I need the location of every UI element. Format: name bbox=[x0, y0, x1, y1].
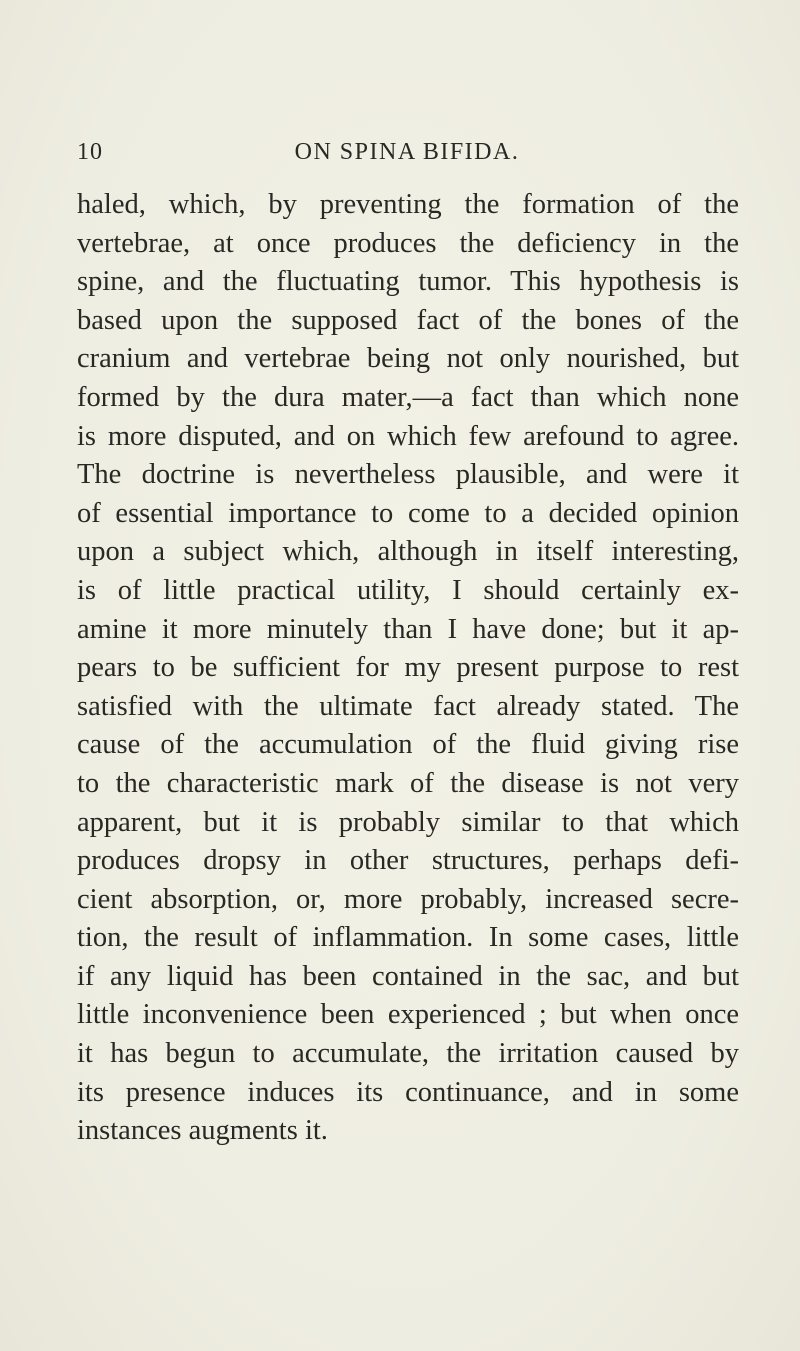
text-line: spine, and the fluctuating tumor. This hypothesis is bbox=[77, 266, 739, 298]
text-line: is more disputed, and on which few arefound to agree. bbox=[77, 420, 739, 452]
text-line: little inconvenience been experienced ; but when once bbox=[77, 999, 739, 1031]
text-line: haled, which, by preventing the formation of the bbox=[77, 189, 739, 220]
text-line: its presence induces its continuance, and in some bbox=[77, 1076, 739, 1108]
text-line: if any liquid has been contained in the sac, and but bbox=[77, 960, 739, 992]
text-line: pears to be sufficient for my present purpose to rest bbox=[77, 652, 739, 684]
text-line: of essential importance to come to a decided opinion bbox=[77, 497, 739, 529]
text-line: apparent, but it is probably similar to that which bbox=[77, 806, 739, 838]
text-line: based upon the supposed fact of the bones of the bbox=[77, 304, 739, 336]
text-line: produces dropsy in other structures, perhaps defi- bbox=[77, 845, 739, 877]
running-header bbox=[77, 139, 737, 173]
text-line: is of little practical utility, I should certainly ex- bbox=[77, 574, 739, 606]
text-line: satisfied with the ultimate fact already stated. The bbox=[77, 690, 739, 722]
text-line: it has begun to accumulate, the irritation caused by bbox=[77, 1038, 739, 1070]
text-line: vertebrae, at once produces the deficiency in the bbox=[77, 227, 739, 259]
text-line: cient absorption, or, more probably, increased secre- bbox=[77, 883, 739, 915]
text-line: upon a subject which, although in itself interesting, bbox=[77, 536, 739, 568]
text-line: The doctrine is nevertheless plausible, and were it bbox=[77, 459, 739, 491]
text-line: to the characteristic mark of the disease is not very bbox=[77, 767, 739, 799]
page-number: 10 bbox=[77, 139, 103, 165]
body-paragraph bbox=[77, 186, 739, 1151]
text-line: cause of the accumulation of the fluid giving rise bbox=[77, 729, 739, 761]
text-line: amine it more minutely than I have done; but it ap- bbox=[77, 613, 739, 645]
text-line: cranium and vertebrae being not only nourished, but bbox=[77, 343, 739, 375]
text-line: instances augments it. bbox=[77, 1115, 328, 1147]
running-title: ON SPINA BIFIDA. bbox=[294, 139, 520, 165]
text-line: tion, the result of inflammation. In some cases, little bbox=[77, 922, 739, 954]
text-line: formed by the dura mater,—a fact than which none bbox=[77, 381, 739, 413]
